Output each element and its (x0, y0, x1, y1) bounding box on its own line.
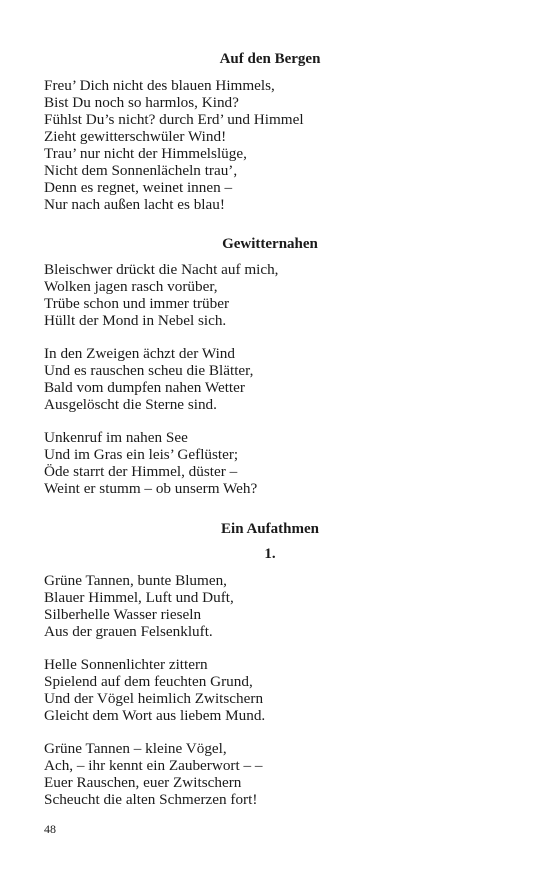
poem-line: Ausgelöscht die Sterne sind. (44, 396, 217, 413)
poem-title-gewitternahen: Gewitternahen (222, 236, 318, 252)
poem-line: Ach, – ihr kennt ein Zauberwort – – (44, 757, 263, 774)
section-number: 1. (264, 546, 276, 562)
poem-line: In den Zweigen ächzt der Wind (44, 345, 235, 362)
poem-line: Nur nach außen lacht es blau! (44, 196, 225, 213)
poem-line: Wolken jagen rasch vorüber, (44, 278, 218, 295)
poem-line: Und im Gras ein leis’ Geflüster; (44, 446, 239, 463)
page-number: 48 (44, 822, 56, 836)
poem-line: Öde starrt der Himmel, düster – (44, 463, 238, 480)
poem-line: Fühlst Du’s nicht? durch Erd’ und Himmel (44, 111, 304, 128)
poem-line: Grüne Tannen, bunte Blumen, (44, 572, 227, 589)
poem-title-auf-den-bergen: Auf den Bergen (219, 51, 321, 67)
poem-stanza (44, 740, 262, 808)
poem-line: Nicht dem Sonnenlächeln trau’, (44, 162, 238, 179)
poem-line: Hüllt der Mond in Nebel sich. (44, 312, 227, 329)
poem-line: Grüne Tannen – kleine Vögel, (44, 740, 227, 757)
poem-line: Zieht gewitterschwüler Wind! (44, 128, 227, 145)
poem-line: Blauer Himmel, Luft und Duft, (44, 589, 234, 606)
poem-stanza (44, 656, 265, 724)
poem-line: Bleischwer drückt die Nacht auf mich, (44, 261, 279, 278)
poem-line: Gleicht dem Wort aus liebem Mund. (44, 707, 266, 724)
poem-stanza (44, 261, 278, 329)
poem-stanza (44, 77, 304, 213)
poem-line: Und der Vögel heimlich Zwitschern (44, 690, 264, 707)
poem-line: Bist Du noch so harmlos, Kind? (44, 94, 239, 111)
poem-line: Und es rauschen scheu die Blätter, (44, 362, 254, 379)
poem-line: Silberhelle Wasser rieseln (44, 606, 202, 623)
poem-line: Aus der grauen Felsenkluft. (44, 623, 213, 640)
poem-line: Scheucht die alten Schmerzen fort! (44, 791, 258, 808)
poem-line: Spielend auf dem feuchten Grund, (44, 673, 253, 690)
poem-stanza (44, 572, 234, 640)
poem-line: Denn es regnet, weinet innen – (44, 179, 233, 196)
poem-line: Euer Rauschen, euer Zwitschern (44, 774, 242, 791)
poem-line: Weint er stumm – ob unserm Weh? (44, 480, 258, 497)
poem-title-ein-aufathmen: Ein Aufathmen (221, 521, 319, 537)
poem-line: Bald vom dumpfen nahen Wetter (44, 379, 245, 396)
poem-stanza (44, 429, 257, 497)
poem-line: Freu’ Dich nicht des blauen Himmels, (44, 77, 275, 94)
poem-stanza (44, 345, 253, 413)
poem-line: Unkenruf im nahen See (44, 429, 188, 446)
poem-line: Trau’ nur nicht der Himmelslüge, (44, 145, 247, 162)
poem-line: Trübe schon und immer trüber (44, 295, 230, 312)
poem-line: Helle Sonnenlichter zittern (44, 656, 208, 673)
